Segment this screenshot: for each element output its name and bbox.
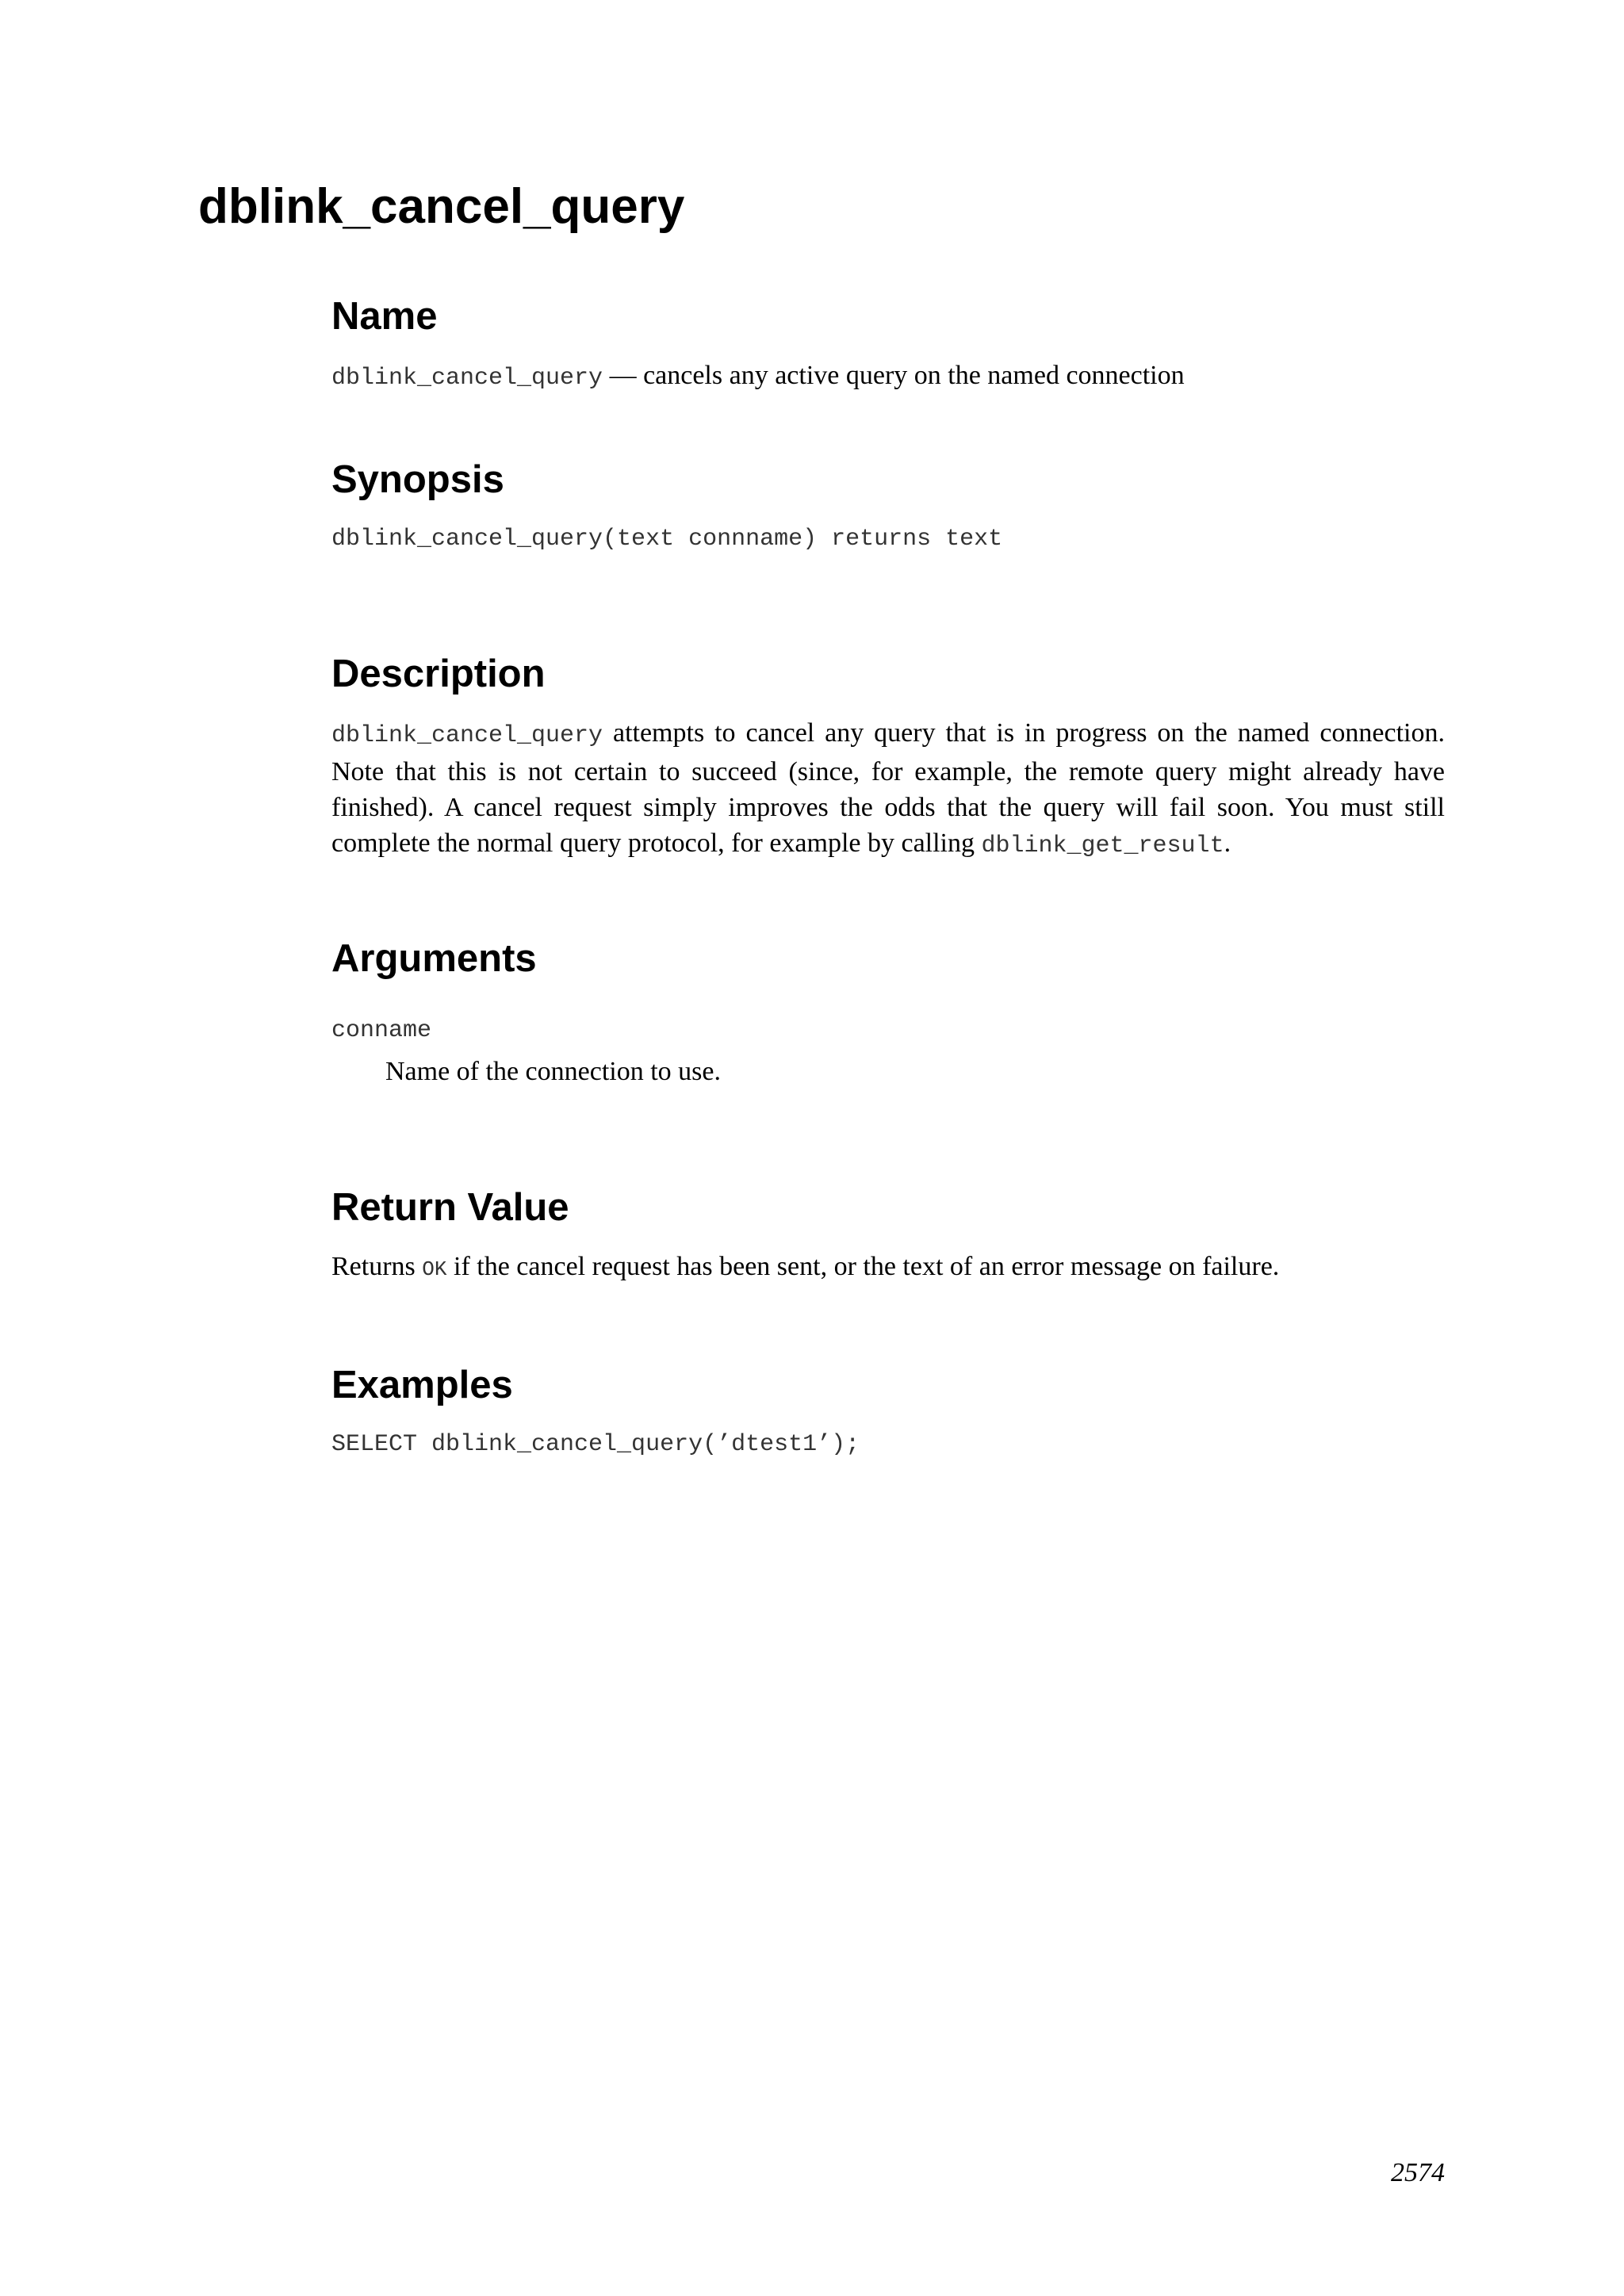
synopsis-code: dblink_cancel_query(text connname) returns text <box>331 525 1003 553</box>
return-value-suffix: if the cancel request has been sent, or the text of an error message on failure. <box>446 1251 1280 1281</box>
description-text: attempts to cancel any query that is in progress on the named connection. Note that this is not certain to succeed (since, for example, the remote query might already have finished). A cancel request simply improves the odds that the query will fail soon. You must still complete the normal query protocol, for example by calling <box>331 718 1445 858</box>
function-name: dblink_cancel_query <box>331 364 603 392</box>
description-function: dblink_cancel_query <box>331 721 603 749</box>
arguments-section <box>331 936 1445 1089</box>
return-value-prefix: Returns <box>331 1251 423 1281</box>
description-section <box>331 651 1445 864</box>
return-value-section <box>331 1184 1445 1288</box>
description-tail: . <box>1224 828 1231 858</box>
return-value-code: OK <box>422 1257 447 1281</box>
description-heading: Description <box>331 652 546 695</box>
name-section <box>331 293 1445 396</box>
argument-term: conname <box>331 1016 432 1044</box>
arguments-heading: Arguments <box>331 937 537 980</box>
synopsis-heading: Synopsis <box>331 458 504 501</box>
name-summary <box>331 358 1445 396</box>
description-paragraph <box>331 715 1445 864</box>
function-purpose: — cancels any active query on the named connection <box>603 360 1185 390</box>
return-value-text <box>331 1249 1445 1288</box>
page-title: dblink_cancel_query <box>198 179 685 234</box>
description-ref: dblink_get_result <box>981 832 1224 859</box>
examples-section <box>331 1362 1445 1458</box>
examples-heading: Examples <box>331 1364 513 1406</box>
page-number: 2574 <box>1391 2158 1445 2187</box>
name-heading: Name <box>331 295 438 338</box>
argument-definition: Name of the connection to use. <box>385 1056 721 1086</box>
example-code: SELECT dblink_cancel_query(’dtest1’); <box>331 1430 860 1458</box>
return-value-heading: Return Value <box>331 1186 569 1229</box>
synopsis-section <box>331 457 1445 553</box>
